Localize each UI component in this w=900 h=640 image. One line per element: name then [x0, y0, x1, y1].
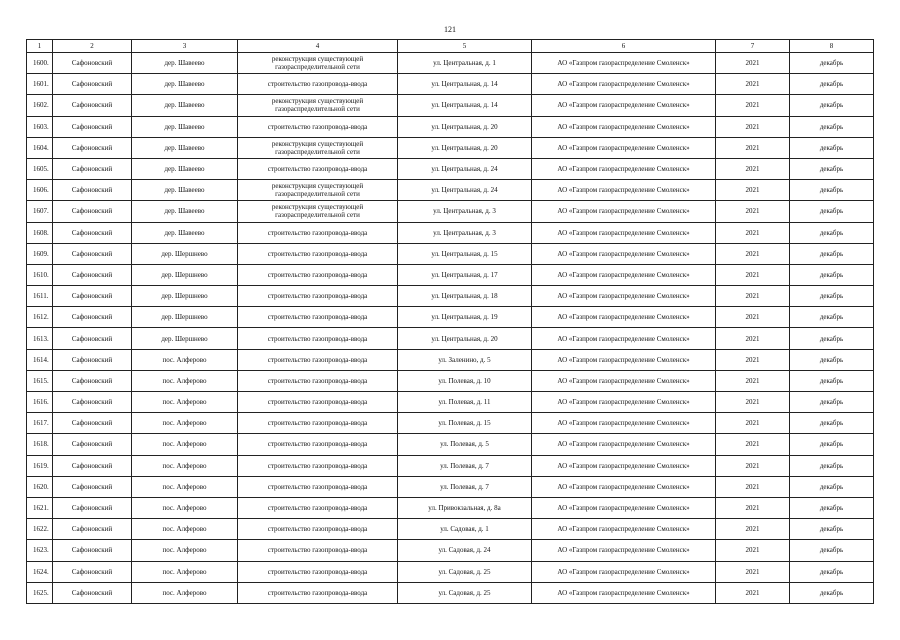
organization-cell: АО «Газпром газораспределение Смоленск» [532, 561, 716, 582]
district-cell: Сафоновский [53, 434, 132, 455]
work-type-cell: строительство газопровода-ввода [238, 222, 398, 243]
column-header: 7 [716, 40, 790, 53]
row-number: 1620. [27, 476, 53, 497]
row-number: 1621. [27, 497, 53, 518]
year-cell: 2021 [716, 74, 790, 95]
year-cell: 2021 [716, 158, 790, 179]
district-cell: Сафоновский [53, 95, 132, 116]
settlement-cell: пос. Алферово [132, 349, 238, 370]
month-cell: декабрь [790, 519, 874, 540]
organization-cell: АО «Газпром газораспределение Смоленск» [532, 180, 716, 201]
work-type-cell: строительство газопровода-ввода [238, 455, 398, 476]
settlement-cell: пос. Алферово [132, 413, 238, 434]
year-cell: 2021 [716, 307, 790, 328]
address-cell: ул. Привокзальная, д. 8а [398, 497, 532, 518]
settlement-cell: дер. Шавеево [132, 116, 238, 137]
organization-cell: АО «Газпром газораспределение Смоленск» [532, 222, 716, 243]
year-cell: 2021 [716, 561, 790, 582]
address-cell: ул. Садовая, д. 1 [398, 519, 532, 540]
settlement-cell: пос. Алферово [132, 540, 238, 561]
month-cell: декабрь [790, 476, 874, 497]
settlement-cell: дер. Шершнево [132, 328, 238, 349]
organization-cell: АО «Газпром газораспределение Смоленск» [532, 95, 716, 116]
year-cell: 2021 [716, 286, 790, 307]
year-cell: 2021 [716, 201, 790, 222]
district-cell: Сафоновский [53, 540, 132, 561]
organization-cell: АО «Газпром газораспределение Смоленск» [532, 137, 716, 158]
year-cell: 2021 [716, 434, 790, 455]
organization-cell: АО «Газпром газораспределение Смоленск» [532, 53, 716, 74]
row-number: 1616. [27, 392, 53, 413]
month-cell: декабрь [790, 370, 874, 391]
settlement-cell: дер. Шавеево [132, 222, 238, 243]
district-cell: Сафоновский [53, 116, 132, 137]
month-cell: декабрь [790, 392, 874, 413]
row-number: 1610. [27, 264, 53, 285]
settlement-cell: пос. Алферово [132, 582, 238, 603]
work-type-cell: реконструкция существующей газораспределительной сети [238, 53, 398, 74]
address-cell: ул. Центральная, д. 20 [398, 328, 532, 349]
year-cell: 2021 [716, 476, 790, 497]
settlement-cell: дер. Шершнево [132, 243, 238, 264]
row-number: 1623. [27, 540, 53, 561]
table-row [27, 53, 874, 74]
organization-cell: АО «Газпром газораспределение Смоленск» [532, 519, 716, 540]
settlement-cell: пос. Алферово [132, 392, 238, 413]
settlement-cell: дер. Шавеево [132, 53, 238, 74]
table-row [27, 222, 874, 243]
year-cell: 2021 [716, 116, 790, 137]
work-type-cell: строительство газопровода-ввода [238, 158, 398, 179]
year-cell: 2021 [716, 413, 790, 434]
month-cell: декабрь [790, 286, 874, 307]
table-row [27, 116, 874, 137]
work-type-cell: строительство газопровода-ввода [238, 243, 398, 264]
table-row [27, 561, 874, 582]
settlement-cell: дер. Шершнево [132, 307, 238, 328]
table-row [27, 370, 874, 391]
settlement-cell: пос. Алферово [132, 476, 238, 497]
settlement-cell: дер. Шавеево [132, 180, 238, 201]
table-row [27, 137, 874, 158]
table-row [27, 455, 874, 476]
district-cell: Сафоновский [53, 413, 132, 434]
table-row [27, 392, 874, 413]
settlement-cell: пос. Алферово [132, 370, 238, 391]
work-type-cell: строительство газопровода-ввода [238, 519, 398, 540]
work-type-cell: реконструкция существующей газораспределительной сети [238, 201, 398, 222]
settlement-cell: дер. Шавеево [132, 74, 238, 95]
row-number: 1611. [27, 286, 53, 307]
month-cell: декабрь [790, 158, 874, 179]
organization-cell: АО «Газпром газораспределение Смоленск» [532, 116, 716, 137]
row-number: 1608. [27, 222, 53, 243]
organization-cell: АО «Газпром газораспределение Смоленск» [532, 582, 716, 603]
row-number: 1605. [27, 158, 53, 179]
work-type-cell: строительство газопровода-ввода [238, 561, 398, 582]
table-row [27, 74, 874, 95]
work-type-cell: строительство газопровода-ввода [238, 497, 398, 518]
page-number: 121 [444, 25, 456, 34]
organization-cell: АО «Газпром газораспределение Смоленск» [532, 286, 716, 307]
row-number: 1625. [27, 582, 53, 603]
year-cell: 2021 [716, 180, 790, 201]
row-number: 1622. [27, 519, 53, 540]
address-cell: ул. Полевая, д. 7 [398, 476, 532, 497]
month-cell: декабрь [790, 328, 874, 349]
year-cell: 2021 [716, 392, 790, 413]
work-type-cell: реконструкция существующей газораспределительной сети [238, 137, 398, 158]
row-number: 1607. [27, 201, 53, 222]
organization-cell: АО «Газпром газораспределение Смоленск» [532, 540, 716, 561]
table-row [27, 201, 874, 222]
address-cell: ул. Полевая, д. 15 [398, 413, 532, 434]
district-cell: Сафоновский [53, 74, 132, 95]
address-cell: ул. Центральная, д. 18 [398, 286, 532, 307]
settlement-cell: пос. Алферово [132, 455, 238, 476]
organization-cell: АО «Газпром газораспределение Смоленск» [532, 370, 716, 391]
table-row [27, 349, 874, 370]
district-cell: Сафоновский [53, 222, 132, 243]
schedule-table [26, 39, 874, 604]
work-type-cell: реконструкция существующей газораспределительной сети [238, 180, 398, 201]
address-cell: ул. Центральная, д. 24 [398, 180, 532, 201]
year-cell: 2021 [716, 349, 790, 370]
month-cell: декабрь [790, 455, 874, 476]
row-number: 1603. [27, 116, 53, 137]
work-type-cell: строительство газопровода-ввода [238, 74, 398, 95]
year-cell: 2021 [716, 222, 790, 243]
address-cell: ул. Центральная, д. 17 [398, 264, 532, 285]
row-number: 1609. [27, 243, 53, 264]
row-number: 1601. [27, 74, 53, 95]
column-header: 3 [132, 40, 238, 53]
year-cell: 2021 [716, 95, 790, 116]
address-cell: ул. Центральная, д. 20 [398, 116, 532, 137]
column-header: 2 [53, 40, 132, 53]
settlement-cell: дер. Шавеево [132, 201, 238, 222]
column-header: 5 [398, 40, 532, 53]
organization-cell: АО «Газпром газораспределение Смоленск» [532, 455, 716, 476]
month-cell: декабрь [790, 582, 874, 603]
district-cell: Сафоновский [53, 392, 132, 413]
year-cell: 2021 [716, 264, 790, 285]
district-cell: Сафоновский [53, 243, 132, 264]
year-cell: 2021 [716, 53, 790, 74]
row-number: 1618. [27, 434, 53, 455]
year-cell: 2021 [716, 243, 790, 264]
month-cell: декабрь [790, 307, 874, 328]
table-row [27, 180, 874, 201]
address-cell: ул. Садовая, д. 24 [398, 540, 532, 561]
work-type-cell: строительство газопровода-ввода [238, 286, 398, 307]
address-cell: ул. Полевая, д. 10 [398, 370, 532, 391]
table-row [27, 540, 874, 561]
organization-cell: АО «Газпром газораспределение Смоленск» [532, 476, 716, 497]
work-type-cell: строительство газопровода-ввода [238, 413, 398, 434]
table-row [27, 95, 874, 116]
district-cell: Сафоновский [53, 476, 132, 497]
district-cell: Сафоновский [53, 53, 132, 74]
table-row [27, 434, 874, 455]
district-cell: Сафоновский [53, 264, 132, 285]
district-cell: Сафоновский [53, 158, 132, 179]
address-cell: ул. Полевая, д. 11 [398, 392, 532, 413]
year-cell: 2021 [716, 582, 790, 603]
address-cell: ул. Садовая, д. 25 [398, 582, 532, 603]
year-cell: 2021 [716, 497, 790, 518]
work-type-cell: строительство газопровода-ввода [238, 392, 398, 413]
district-cell: Сафоновский [53, 455, 132, 476]
organization-cell: АО «Газпром газораспределение Смоленск» [532, 328, 716, 349]
work-type-cell: строительство газопровода-ввода [238, 476, 398, 497]
address-cell: ул. Полевая, д. 5 [398, 434, 532, 455]
work-type-cell: строительство газопровода-ввода [238, 264, 398, 285]
organization-cell: АО «Газпром газораспределение Смоленск» [532, 264, 716, 285]
table-row [27, 286, 874, 307]
district-cell: Сафоновский [53, 328, 132, 349]
row-number: 1617. [27, 413, 53, 434]
settlement-cell: пос. Алферово [132, 561, 238, 582]
table-row [27, 328, 874, 349]
month-cell: декабрь [790, 201, 874, 222]
address-cell: ул. Центральная, д. 1 [398, 53, 532, 74]
address-cell: ул. Заленино, д. 5 [398, 349, 532, 370]
table-row [27, 264, 874, 285]
table-header-row [27, 40, 874, 53]
row-number: 1604. [27, 137, 53, 158]
work-type-cell: строительство газопровода-ввода [238, 540, 398, 561]
organization-cell: АО «Газпром газораспределение Смоленск» [532, 201, 716, 222]
table-row [27, 476, 874, 497]
organization-cell: АО «Газпром газораспределение Смоленск» [532, 434, 716, 455]
work-type-cell: строительство газопровода-ввода [238, 328, 398, 349]
organization-cell: АО «Газпром газораспределение Смоленск» [532, 392, 716, 413]
table-row [27, 158, 874, 179]
district-cell: Сафоновский [53, 286, 132, 307]
year-cell: 2021 [716, 519, 790, 540]
work-type-cell: строительство газопровода-ввода [238, 307, 398, 328]
month-cell: декабрь [790, 264, 874, 285]
work-type-cell: реконструкция существующей газораспределительной сети [238, 95, 398, 116]
settlement-cell: дер. Шавеево [132, 137, 238, 158]
address-cell: ул. Центральная, д. 14 [398, 74, 532, 95]
work-type-cell: строительство газопровода-ввода [238, 370, 398, 391]
address-cell: ул. Центральная, д. 20 [398, 137, 532, 158]
month-cell: декабрь [790, 349, 874, 370]
district-cell: Сафоновский [53, 561, 132, 582]
address-cell: ул. Центральная, д. 14 [398, 95, 532, 116]
month-cell: декабрь [790, 95, 874, 116]
table-row [27, 582, 874, 603]
month-cell: декабрь [790, 137, 874, 158]
district-cell: Сафоновский [53, 180, 132, 201]
district-cell: Сафоновский [53, 307, 132, 328]
address-cell: ул. Садовая, д. 25 [398, 561, 532, 582]
district-cell: Сафоновский [53, 519, 132, 540]
district-cell: Сафоновский [53, 497, 132, 518]
table-row [27, 497, 874, 518]
row-number: 1600. [27, 53, 53, 74]
month-cell: декабрь [790, 243, 874, 264]
month-cell: декабрь [790, 434, 874, 455]
month-cell: декабрь [790, 180, 874, 201]
month-cell: декабрь [790, 413, 874, 434]
month-cell: декабрь [790, 74, 874, 95]
district-cell: Сафоновский [53, 582, 132, 603]
column-header: 8 [790, 40, 874, 53]
year-cell: 2021 [716, 455, 790, 476]
settlement-cell: дер. Шершнево [132, 286, 238, 307]
organization-cell: АО «Газпром газораспределение Смоленск» [532, 413, 716, 434]
district-cell: Сафоновский [53, 370, 132, 391]
address-cell: ул. Полевая, д. 7 [398, 455, 532, 476]
work-type-cell: строительство газопровода-ввода [238, 349, 398, 370]
settlement-cell: пос. Алферово [132, 519, 238, 540]
table-row [27, 243, 874, 264]
work-type-cell: строительство газопровода-ввода [238, 116, 398, 137]
table-row [27, 307, 874, 328]
month-cell: декабрь [790, 116, 874, 137]
month-cell: декабрь [790, 561, 874, 582]
district-cell: Сафоновский [53, 349, 132, 370]
year-cell: 2021 [716, 370, 790, 391]
settlement-cell: дер. Шавеево [132, 158, 238, 179]
month-cell: декабрь [790, 540, 874, 561]
row-number: 1615. [27, 370, 53, 391]
organization-cell: АО «Газпром газораспределение Смоленск» [532, 74, 716, 95]
row-number: 1619. [27, 455, 53, 476]
column-header: 4 [238, 40, 398, 53]
address-cell: ул. Центральная, д. 19 [398, 307, 532, 328]
row-number: 1606. [27, 180, 53, 201]
organization-cell: АО «Газпром газораспределение Смоленск» [532, 243, 716, 264]
organization-cell: АО «Газпром газораспределение Смоленск» [532, 497, 716, 518]
settlement-cell: дер. Шавеево [132, 95, 238, 116]
row-number: 1624. [27, 561, 53, 582]
table-row [27, 413, 874, 434]
year-cell: 2021 [716, 328, 790, 349]
work-type-cell: строительство газопровода-ввода [238, 434, 398, 455]
column-header: 6 [532, 40, 716, 53]
district-cell: Сафоновский [53, 201, 132, 222]
address-cell: ул. Центральная, д. 15 [398, 243, 532, 264]
row-number: 1612. [27, 307, 53, 328]
district-cell: Сафоновский [53, 137, 132, 158]
settlement-cell: пос. Алферово [132, 434, 238, 455]
settlement-cell: пос. Алферово [132, 497, 238, 518]
month-cell: декабрь [790, 222, 874, 243]
year-cell: 2021 [716, 137, 790, 158]
year-cell: 2021 [716, 540, 790, 561]
row-number: 1614. [27, 349, 53, 370]
organization-cell: АО «Газпром газораспределение Смоленск» [532, 158, 716, 179]
month-cell: декабрь [790, 497, 874, 518]
row-number: 1613. [27, 328, 53, 349]
table-row [27, 519, 874, 540]
work-type-cell: строительство газопровода-ввода [238, 582, 398, 603]
row-number: 1602. [27, 95, 53, 116]
organization-cell: АО «Газпром газораспределение Смоленск» [532, 349, 716, 370]
month-cell: декабрь [790, 53, 874, 74]
address-cell: ул. Центральная, д. 3 [398, 222, 532, 243]
organization-cell: АО «Газпром газораспределение Смоленск» [532, 307, 716, 328]
settlement-cell: дер. Шершнево [132, 264, 238, 285]
column-header: 1 [27, 40, 53, 53]
address-cell: ул. Центральная, д. 3 [398, 201, 532, 222]
address-cell: ул. Центральная, д. 24 [398, 158, 532, 179]
